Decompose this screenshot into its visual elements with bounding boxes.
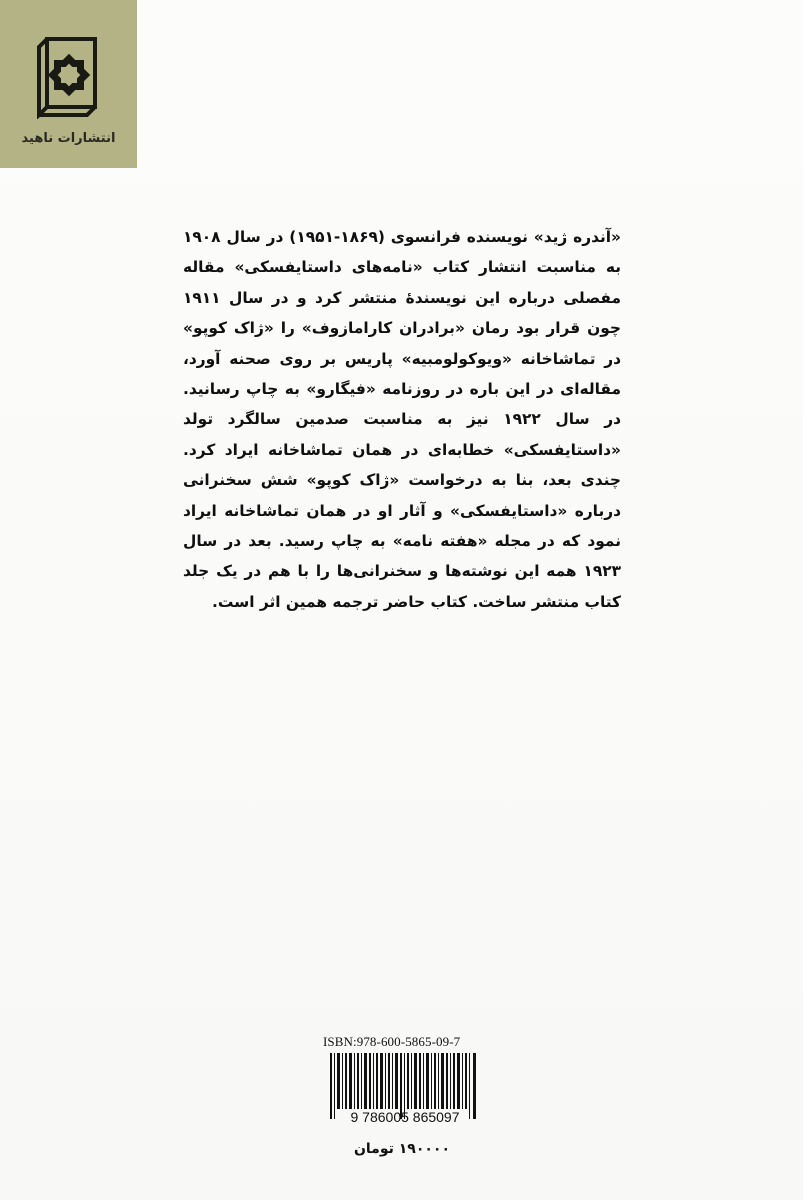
book-star-icon bbox=[33, 35, 103, 119]
isbn-label: ISBN:978-600-5865-09-7 bbox=[323, 1034, 461, 1049]
publisher-logo-box bbox=[0, 0, 137, 168]
price-label: ۱۹۰۰۰۰ تومان bbox=[353, 1141, 451, 1157]
barcode-digits: 9 786005 865097 bbox=[350, 1109, 460, 1125]
publisher-name: انتشارات ناهید bbox=[21, 131, 116, 146]
blurb-text: «آندره ژید» نویسنده فرانسوی (۱۸۶۹-۱۹۵۱) در سال ۱۹۰۸ به مناسبت انتشار کتاب «نامه‌های داستایفسکی» مقاله مفصلی درباره این نویسندهٔ منتشر کرد و در سال ۱۹۱۱ چون قرار بود رمان «برادران کارامازوف» را «ژاک کوپو» در تماشاخانه «ویوکولومبیه» پاریس بر روی صحنه آورد، مقاله‌ای در این باره در روزنامه «فیگارو» به چاپ رسانید. در سال ۱۹۲۲ نیز به مناسبت صدمین سالگرد تولد «داستایفسکی» خطابه‌ای در همان تماشاخانه ایراد کرد. چندی بعد، بنا به درخواست «ژاک کوپو» شش سخنرانی درباره «داستایفسکی» و آثار او در همان تماشاخانه ایراد نمود که در مجله «هفته نامه» به چاپ رسید. بعد در سال ۱۹۲۳ همه این نوشته‌ها و سخنرانی‌ها را با هم در یک جلد کتاب منتشر ساخت. کتاب حاضر ترجمه همین اثر است. bbox=[183, 228, 621, 611]
